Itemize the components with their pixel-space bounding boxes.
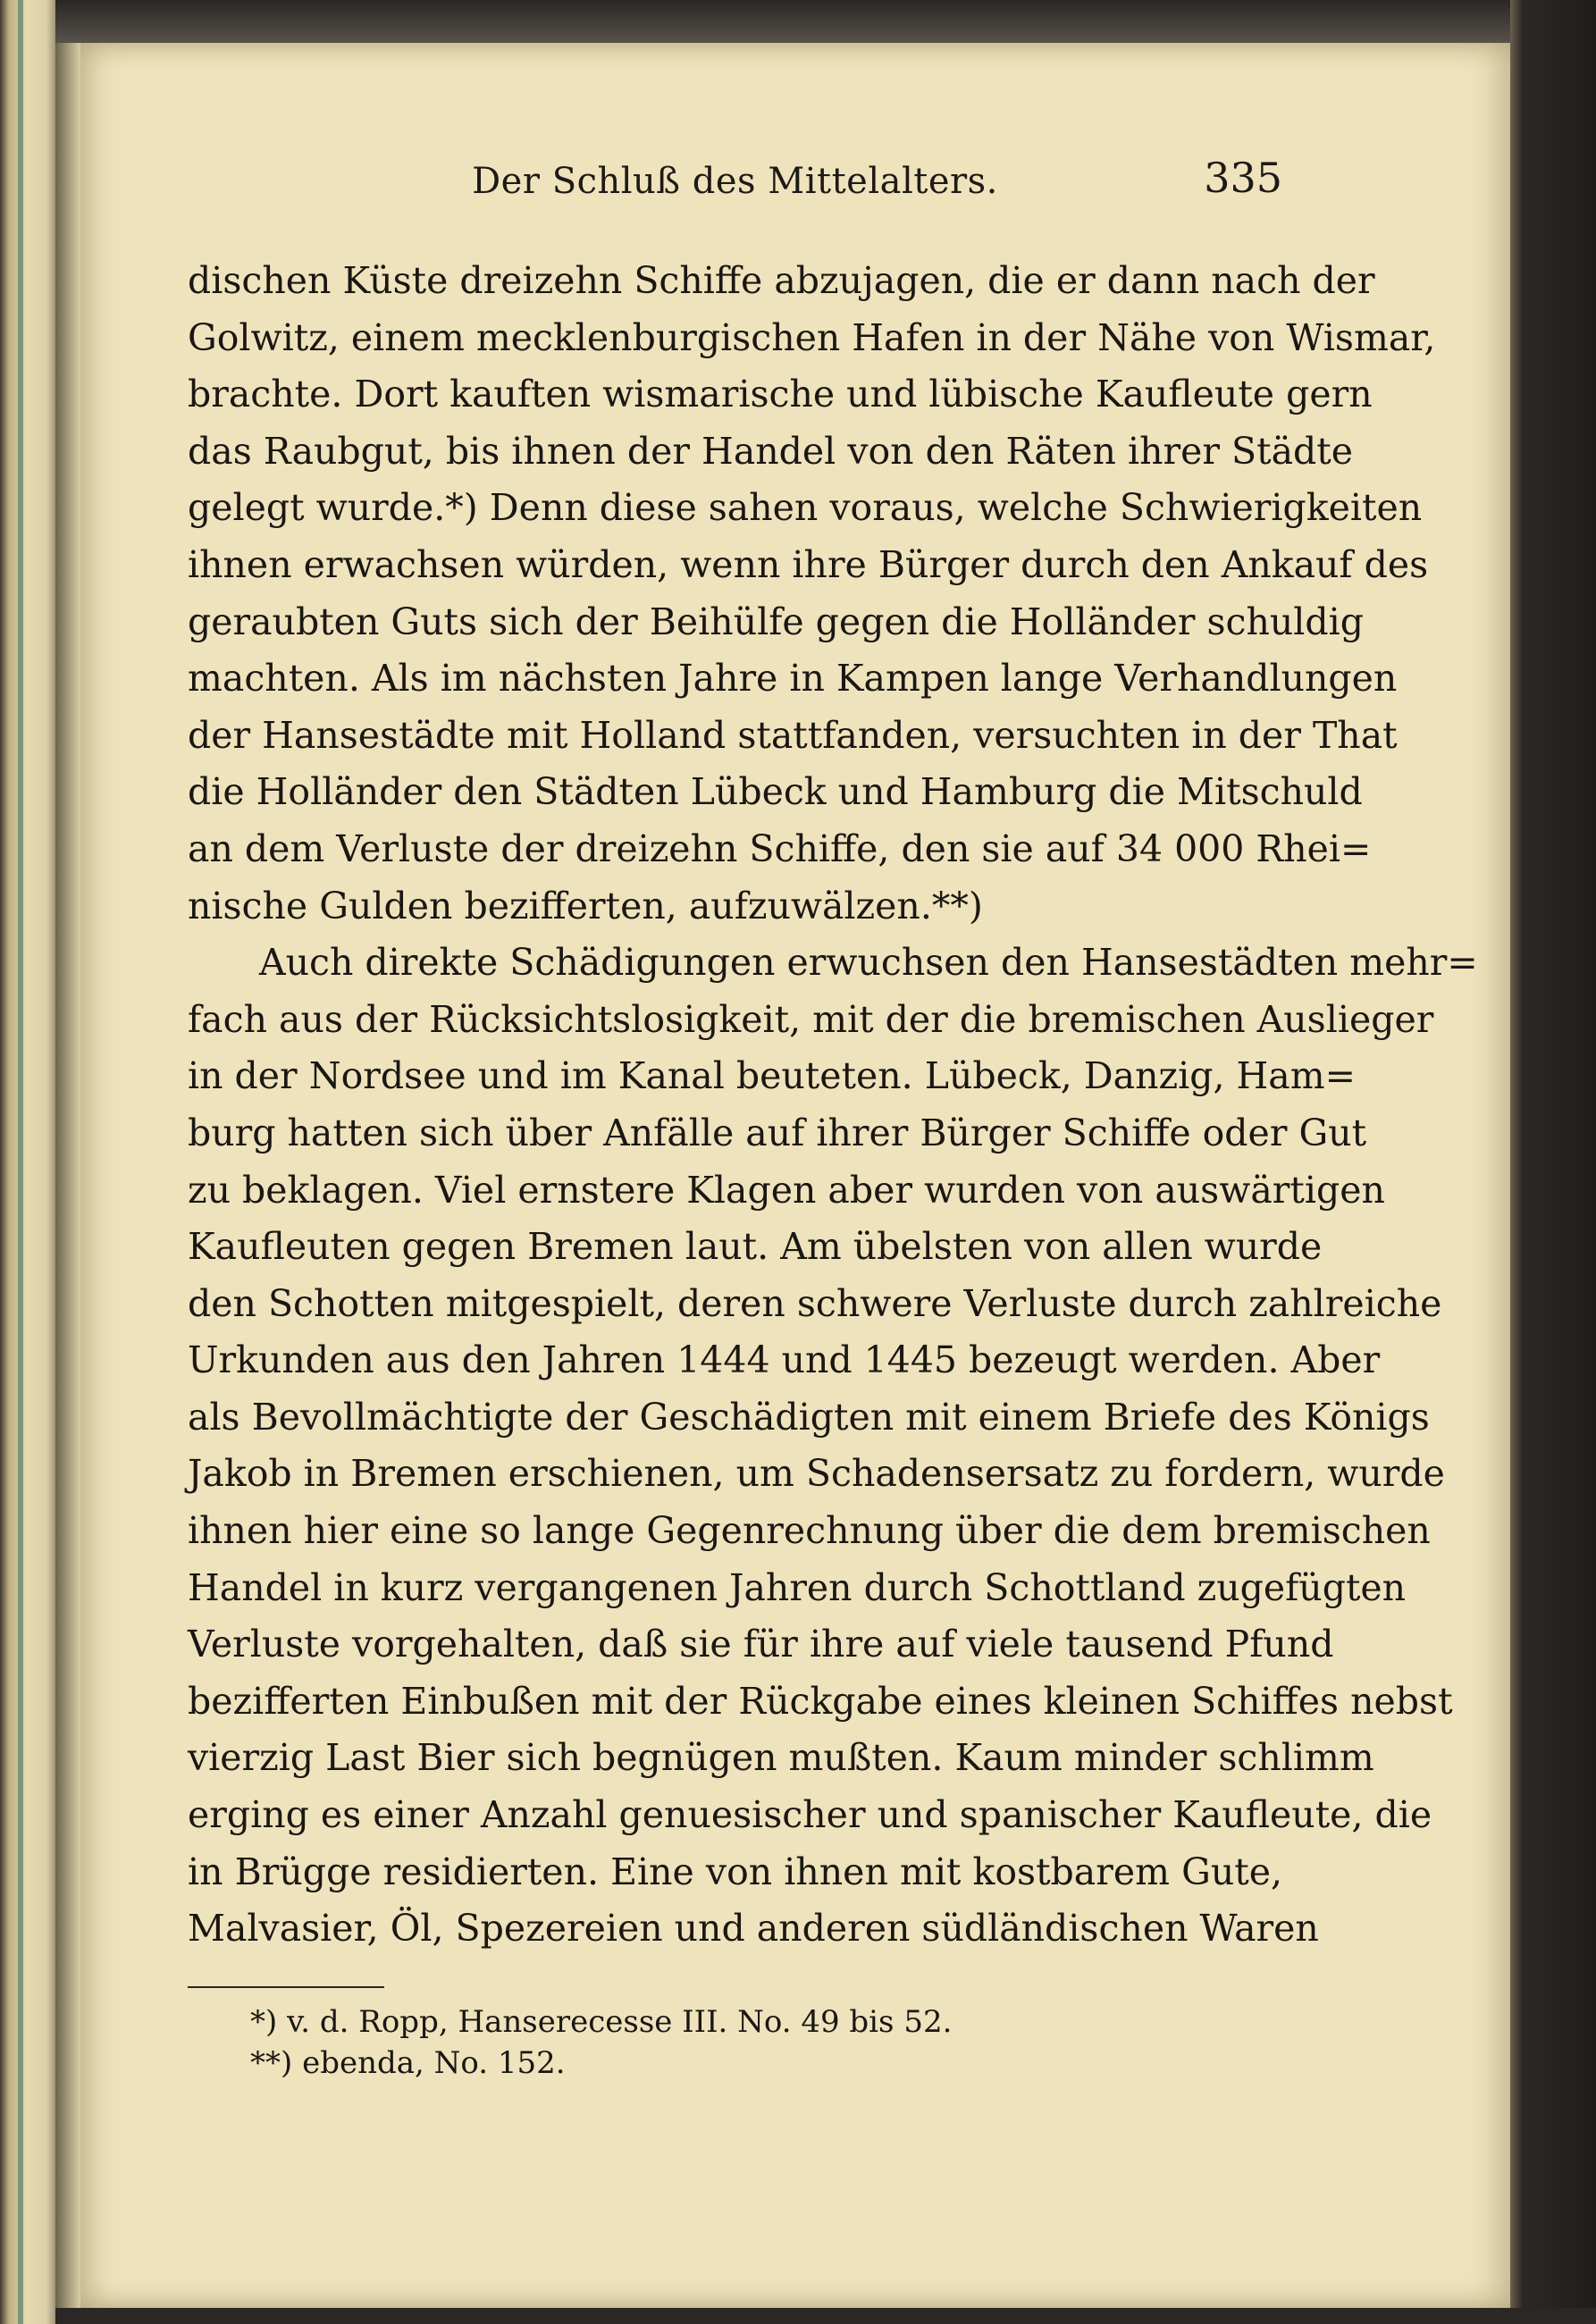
text-line: fach aus der Rücksichtslosigkeit, mit der die bremischen Auslieger: [188, 997, 1434, 1041]
text-line: Handel in kurz vergangenen Jahren durch Schottland zugefügten: [188, 1565, 1407, 1609]
left-cover-edge: [18, 0, 23, 2324]
text-line: zu beklagen. Viel ernstere Klagen aber wurden von auswärtigen: [188, 1168, 1385, 1212]
text-line: Jakob in Bremen erschienen, um Schadensersatz zu fordern, wurde: [188, 1452, 1445, 1496]
text-line: Verluste vorgehalten, daß sie für ihre auf viele tausend Pfund: [188, 1623, 1334, 1666]
right-cover-edge: [1510, 0, 1596, 2324]
text-line: Malvasier, Öl, Spezereien und anderen südländischen Waren: [188, 1907, 1319, 1951]
text-line: an dem Verluste der dreizehn Schiffe, den sie auf 34 000 Rhei=: [188, 826, 1372, 870]
text-line: ihnen hier eine so lange Gegenrechnung über die dem bremischen: [188, 1509, 1431, 1553]
footnotes: [250, 2001, 1233, 2084]
text-line: burg hatten sich über Anfälle auf ihrer Bürger Schiffe oder Gut: [188, 1111, 1367, 1154]
text-line: das Raubgut, bis ihnen der Handel von den Räten ihrer Städte: [188, 429, 1353, 473]
paragraph-start-line: Auch direkte Schädigungen erwuchsen den Hansestädten mehr=: [259, 941, 1478, 985]
text-line: in der Nordsee und im Kanal beuteten. Lübeck, Danzig, Ham=: [188, 1054, 1356, 1098]
page-number: 335: [1204, 154, 1282, 202]
text-line: als Bevollmächtigte der Geschädigten mit einem Briefe des Königs: [188, 1395, 1430, 1439]
footnote-divider: [188, 1986, 384, 1988]
text-line: den Schotten mitgespielt, deren schwere Verluste durch zahlreiche: [188, 1281, 1442, 1325]
text-line: gelegt wurde.*) Denn diese sahen voraus, welche Schwierigkeiten: [188, 486, 1423, 530]
text-line: ihnen erwachsen würden, wenn ihre Bürger durch den Ankauf des: [188, 542, 1429, 586]
text-line: der Hansestädte mit Holland stattfanden, versuchten in der That: [188, 713, 1398, 757]
text-line: geraubten Guts sich der Beihülfe gegen die Holländer schuldig: [188, 600, 1364, 643]
page-header: [188, 154, 1282, 214]
body-text: [188, 253, 1478, 1958]
book-gutter: [55, 0, 80, 2324]
paragraph-end-line: nische Gulden bezifferten, aufzuwälzen.**): [188, 884, 983, 927]
text-line: bezifferten Einbußen mit der Rückgabe eines kleinen Schiffes nebst: [188, 1679, 1453, 1723]
text-line: in Brügge residierten. Eine von ihnen mit kostbarem Gute,: [188, 1850, 1282, 1893]
text-line: Kaufleuten gegen Bremen laut. Am übelsten von allen wurde: [188, 1225, 1323, 1269]
text-line: dischen Küste dreizehn Schiffe abzujagen, die er dann nach der: [188, 259, 1375, 302]
footnote: *) v. d. Ropp, Hanserecesse III. No. 49 bis 52.: [250, 2004, 953, 2040]
text-line: machten. Als im nächsten Jahre in Kampen lange Verhandlungen: [188, 657, 1398, 701]
text-line: erging es einer Anzahl genuesischer und spanischer Kaufleute, die: [188, 1793, 1432, 1837]
text-line: Urkunden aus den Jahren 1444 und 1445 bezeugt werden. Aber: [188, 1338, 1381, 1382]
running-title: Der Schluß des Mittelalters.: [472, 161, 998, 202]
bottom-cover-edge: [55, 2308, 1596, 2324]
text-line: Golwitz, einem mecklenburgischen Hafen in der Nähe von Wismar,: [188, 315, 1436, 359]
top-cover-edge: [55, 0, 1596, 43]
text-line: die Holländer den Städten Lübeck und Hamburg die Mitschuld: [188, 770, 1363, 814]
text-line: brachte. Dort kauften wismarische und lübische Kaufleute gern: [188, 373, 1373, 416]
footnote: **) ebenda, No. 152.: [250, 2045, 566, 2081]
text-line: vierzig Last Bier sich begnügen mußten. Kaum minder schlimm: [188, 1736, 1374, 1780]
left-page-edge: [0, 0, 55, 2324]
